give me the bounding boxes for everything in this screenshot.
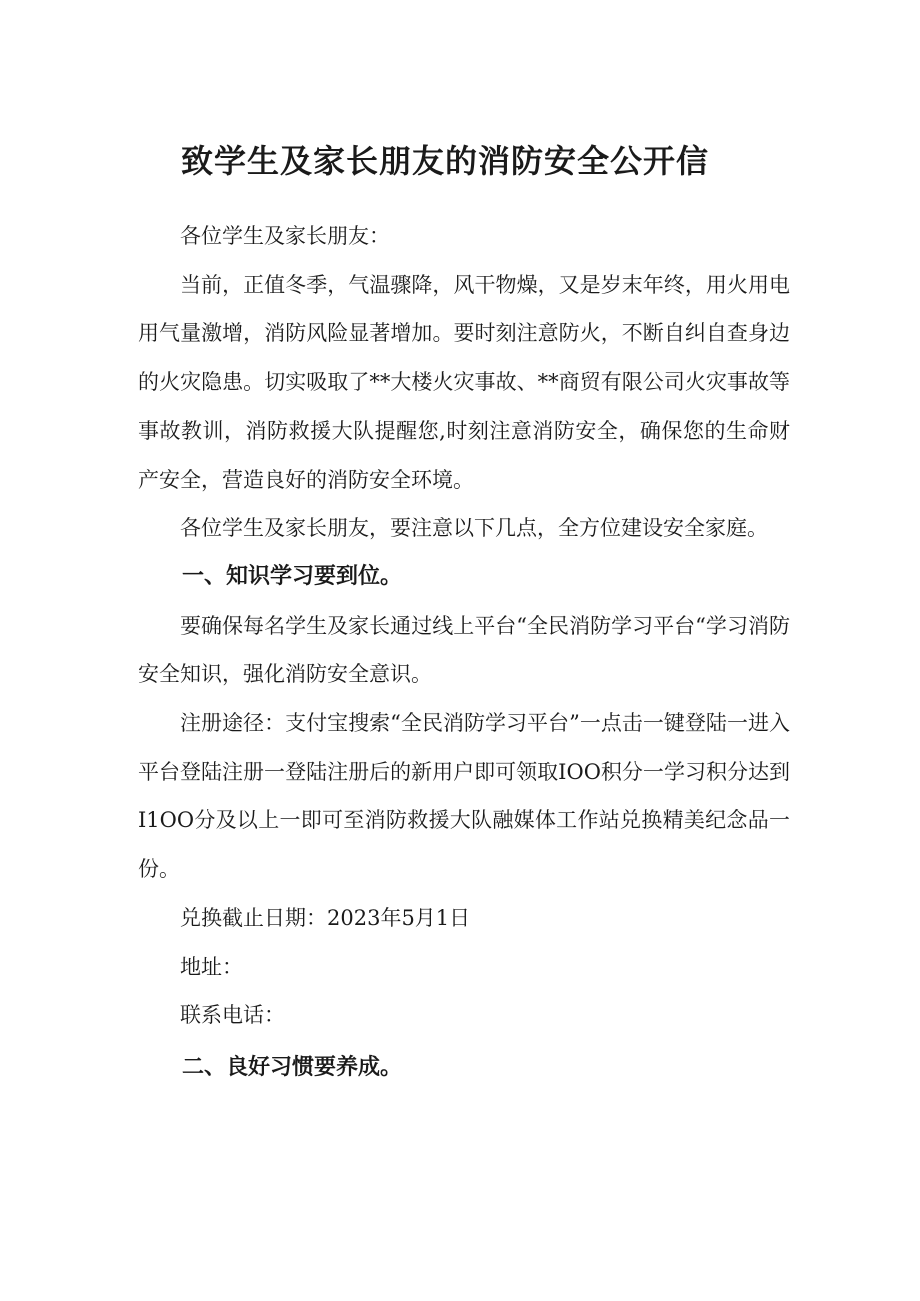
paragraph-intro: 当前，正值冬季，气温骤降，风干物燥，又是岁末年终，用火用电用气量激增，消防风险显著增加。要时刻注意防火，不断自纠自查身边的火灾隐患。切实吸取了**大楼火灾事故、**商贸有限公司火灾事故等事故教训，消防救援大队提醒您,时刻注意消防安全，确保您的生命财产安全，营造良好的消防安全环境。	[138, 272, 790, 492]
document-body	[138, 212, 790, 1093]
paragraph-notice: 各位学生及家长朋友，要注意以下几点，全方位建设安全家庭。	[180, 516, 768, 541]
document-title: 致学生及家长朋友的消防安全公开信	[180, 142, 709, 180]
section-heading-knowledge: 一、知识学习要到位。	[182, 563, 403, 589]
address-line: 地址：	[180, 954, 243, 979]
paragraph-registration: 注册途径：支付宝搜索“全民消防学习平台”一点击一键登陆一进入平台登陆注册一登陆注册后的新用户即可领取IOO积分一学习积分达到I1OO分及以上一即可至消防救援大队融媒体工作站兑换精美纪念品一份。	[138, 711, 790, 882]
deadline-line: 兑换截止日期：2023年5月1日	[180, 905, 471, 930]
phone-line: 联系电话：	[180, 1003, 285, 1028]
salutation: 各位学生及家长朋友：	[180, 224, 390, 248]
paragraph-learning: 要确保每名学生及家长通过线上平台“全民消防学习平台“学习消防安全知识，强化消防安全意识。	[138, 613, 790, 687]
section-heading-habits: 二、良好习惯要养成。	[182, 1054, 403, 1080]
